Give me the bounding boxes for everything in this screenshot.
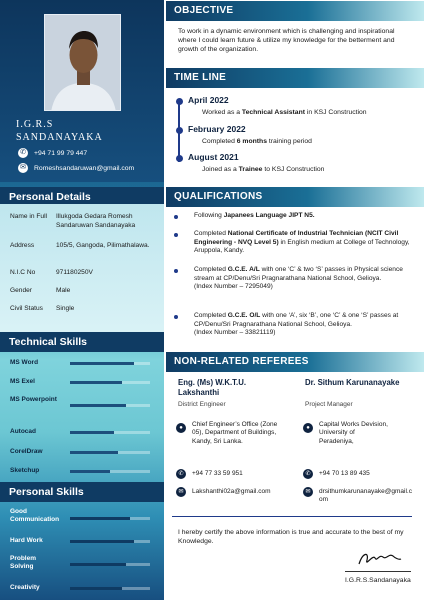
personal-details-heading: Personal Details	[0, 187, 164, 207]
technical-skills-heading: Technical Skills	[0, 332, 164, 352]
whatsapp-icon: ✆	[18, 148, 28, 158]
timeline-date: August 2021	[188, 152, 239, 162]
signature-line	[345, 571, 411, 572]
skill-label: Problem Solving	[10, 555, 37, 570]
q-bold: G.C.E. A/L	[227, 266, 260, 273]
email-icon: ✉	[303, 487, 313, 497]
referee-address: Chief Engineer’s Office (Zone 05), Department of Buildings, Kandy, Sri Lanka.	[192, 421, 278, 445]
bullet-icon	[174, 233, 178, 237]
skill-bar-fill	[70, 381, 122, 384]
referee-role: Project Manager	[305, 401, 353, 408]
name-initials: I.G.R.S	[16, 119, 54, 130]
desc-bold: 6 months	[236, 138, 267, 145]
desc-pre: Completed	[202, 138, 237, 145]
bullet-icon	[174, 215, 178, 219]
full-name	[16, 118, 156, 144]
skill-bar-fill	[70, 587, 122, 590]
declaration-text: I hereby certify the above information is true and accurate to the best of my Knowledge.	[178, 529, 404, 545]
email-icon: ✉	[176, 487, 186, 497]
skill-bar-fill	[70, 362, 134, 365]
q-pre: Completed	[194, 230, 228, 237]
qualification-item	[194, 312, 416, 338]
skill-bar-fill	[70, 404, 126, 407]
skill-bar-fill	[70, 563, 126, 566]
timeline-dot	[176, 155, 183, 162]
skill-label: MS Word	[10, 359, 39, 366]
detail-value: Single	[56, 305, 75, 312]
desc-bold: Trainee	[238, 166, 263, 173]
skill-bar-fill	[70, 431, 114, 434]
q-bold: G.C.E. O/L	[227, 312, 261, 319]
skill-bar	[70, 451, 150, 454]
timeline-desc	[202, 137, 412, 146]
referee-email[interactable]: Lakshanthi02a@gmail.com	[192, 488, 271, 495]
skill-ms-powerpoint	[10, 396, 60, 404]
skill-label: Hard Work	[10, 537, 43, 544]
skill-bar	[70, 470, 150, 473]
detail-key: Civil Status	[10, 305, 43, 312]
q-post: with one ‘A’, six ‘B’, one ‘C’ & one ‘S’ passes at CP/Denu/Sri Pragnarathana National School, Gelioya.	[194, 312, 399, 328]
q-bold: Japanees Language JIPT N5.	[223, 212, 315, 219]
timeline-dot	[176, 98, 183, 105]
skill-label: Creativity	[10, 584, 40, 591]
timeline-heading: TIME LINE	[166, 68, 424, 88]
desc-post: in KSJ Construction	[305, 109, 367, 116]
timeline-date: February 2022	[188, 124, 246, 134]
q-pre: Following	[194, 212, 224, 219]
timeline-dot	[176, 127, 183, 134]
contact-email[interactable]	[18, 163, 134, 173]
whatsapp-icon: ✆	[176, 469, 186, 479]
email-icon: ✉	[18, 163, 28, 173]
bullet-icon	[174, 269, 178, 273]
qualification-item	[194, 212, 416, 221]
phone-text: +94 71 99 79 447	[34, 149, 88, 157]
skill-label: Sketchup	[10, 467, 40, 474]
skill-bar-fill	[70, 540, 134, 543]
referee-phone[interactable]: +94 70 13 89 435	[319, 470, 370, 477]
q-index: (Index Number – 7295049)	[194, 283, 273, 291]
location-icon: ●	[303, 423, 313, 433]
bullet-icon	[174, 315, 178, 319]
skill-bar	[70, 563, 150, 566]
detail-value: 971180250V	[56, 269, 93, 276]
detail-key: N.I.C No	[10, 269, 36, 276]
referee-role: District Engineer	[178, 401, 226, 408]
contact-phone[interactable]	[18, 148, 87, 158]
timeline-desc	[202, 165, 412, 174]
qualification-item	[194, 266, 416, 292]
q-index: (Index Number – 33821119)	[194, 329, 276, 337]
skill-bar-fill	[70, 451, 118, 454]
timeline-date: April 2022	[188, 95, 229, 105]
q-post: with one ‘C’ & two ‘S’ passes in Physical science stream at CP/Denu/Sri Pragnarathana National School, Gelioya.	[194, 266, 403, 282]
objective-heading: OBJECTIVE	[166, 1, 424, 21]
referee-email[interactable]: drsithumkarunanayake@gmail.com	[319, 488, 412, 504]
email-text: Romeshsandaruwan@gmail.com	[34, 164, 135, 172]
q-pre: Completed	[194, 266, 228, 273]
skill-bar	[70, 431, 150, 434]
skill-bar	[70, 381, 150, 384]
skill-label: CorelDraw	[10, 448, 43, 455]
skill-bar-fill	[70, 470, 110, 473]
skill-bar	[70, 517, 150, 520]
qualification-item	[194, 230, 416, 256]
location-icon: ●	[176, 423, 186, 433]
referee-name: Dr. Sithum Karunanayake	[305, 378, 400, 387]
referee-name: Eng. (Ms) W.K.T.U. Lakshanthi	[178, 378, 247, 397]
q-bold: National Certificate of Industrial Technician (NCIT Civil Engineering - NVQ Level 5)	[194, 230, 399, 246]
name-surname: SANDANAYAKA	[16, 132, 103, 143]
detail-key: Address	[10, 242, 35, 249]
qualifications-heading: QUALIFICATIONS	[166, 187, 424, 207]
detail-key: Gender	[10, 287, 32, 294]
q-pre: Completed	[194, 312, 228, 319]
desc-bold: Technical Assistant	[241, 109, 306, 116]
profile-photo	[44, 14, 121, 111]
desc-pre: Joined as a	[202, 166, 239, 173]
referee-phone[interactable]: +94 77 33 59 951	[192, 470, 243, 477]
divider	[172, 516, 412, 517]
detail-key: Name in Full	[10, 213, 48, 220]
pskill-communication	[10, 508, 68, 524]
skill-bar-fill	[70, 517, 130, 520]
detail-value: Male	[56, 287, 71, 294]
desc-post: training period	[266, 138, 312, 145]
timeline-desc	[202, 108, 412, 117]
skill-bar	[70, 540, 150, 543]
objective-text: To work in a dynamic environment which is challenging and inspirational where I could learn future & utilize my knowledge for the betterment and growth of the organization.	[178, 28, 395, 53]
personal-skills-heading: Personal Skills	[0, 482, 164, 502]
skill-label: MS Powerpoint	[10, 396, 57, 403]
detail-value: 105/5, Gangoda, Pilimathalawa.	[56, 242, 150, 249]
referees-heading: NON-RELATED REFEREES	[166, 352, 424, 372]
pskill-problem-solving	[10, 555, 60, 571]
skill-bar	[70, 587, 150, 590]
skill-label: Good Communication	[10, 508, 60, 523]
q-post: in English medium at College of Technology, Aruppola, Kandy.	[194, 238, 410, 255]
skill-label: Autocad	[10, 428, 36, 435]
skill-bar	[70, 362, 150, 365]
whatsapp-icon: ✆	[303, 469, 313, 479]
signature-name: I.G.R.S.Sandanayaka	[345, 577, 411, 584]
signature-mark	[355, 548, 403, 570]
referee-address: Capital Works Devision, University of Peradeniya,	[319, 421, 388, 445]
skill-label: MS Exel	[10, 378, 35, 385]
skill-bar	[70, 404, 150, 407]
desc-post: to KSJ Construction	[262, 166, 325, 173]
desc-pre: Worked as a	[202, 109, 242, 116]
detail-value: Illukgoda Gedara Romesh Sandaruwan Sandanayaka	[56, 213, 136, 229]
